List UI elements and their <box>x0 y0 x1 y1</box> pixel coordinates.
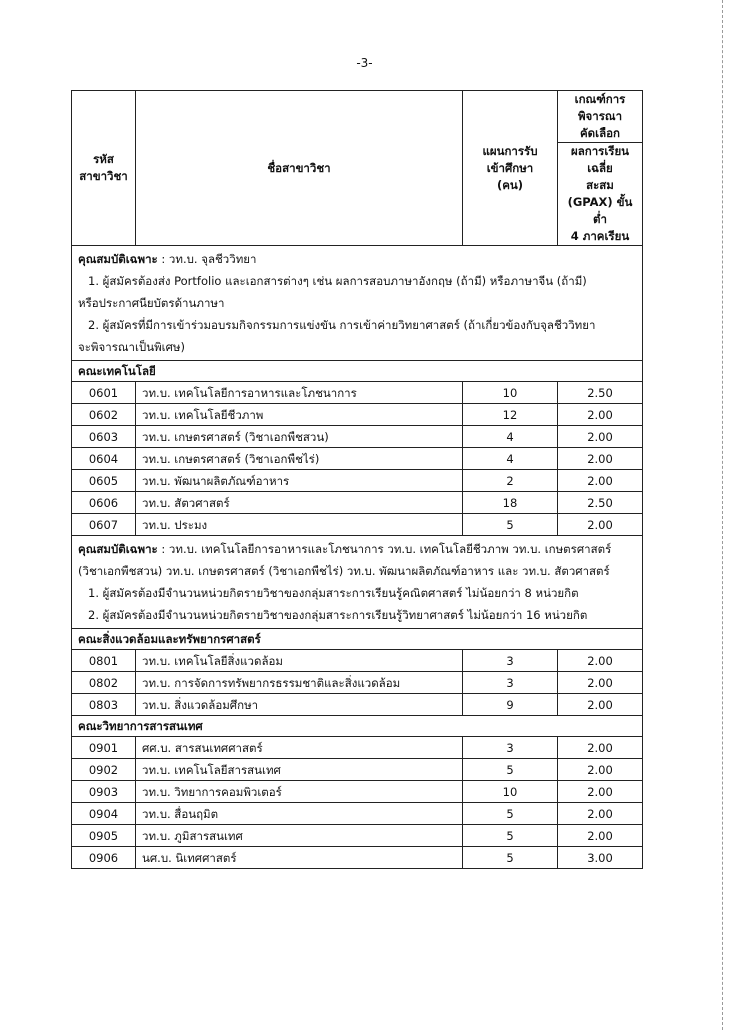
note-item-cont: จะพิจารณาเป็นพิเศษ) <box>78 340 185 354</box>
cell-code: 0802 <box>72 672 136 694</box>
note-item: 2. ผู้สมัครต้องมีจำนวนหน่วยกิตรายวิชาของกลุ่มสาระการเรียนรู้วิทยาศาสตร์ ไม่น้อยกว่า 16 หน่วยกิต <box>88 608 588 622</box>
table-row <box>72 694 643 716</box>
note-target: : วท.บ. เทคโนโลยีการอาหารและโภชนาการ วท.บ. เทคโนโลยีชีวภาพ วท.บ. เกษตรศาสตร์ <box>157 542 612 556</box>
table-row <box>72 492 643 514</box>
table-row <box>72 759 643 781</box>
admission-table <box>71 90 643 869</box>
note-item-cont: หรือประกาศนียบัตรด้านภาษา <box>78 296 225 310</box>
note-technology <box>72 536 643 629</box>
note-item: 1. ผู้สมัครต้องมีจำนวนหน่วยกิตรายวิชาของกลุ่มสาระการเรียนรู้คณิตศาสตร์ ไม่น้อยกว่า 8 หน่วยกิต <box>88 586 579 600</box>
cell-name: ศศ.บ. สารสนเทศศาสตร์ <box>136 737 463 759</box>
cell-code: 0801 <box>72 650 136 672</box>
cell-gpax: 2.00 <box>558 672 643 694</box>
cell-name: วท.บ. เกษตรศาสตร์ (วิชาเอกพืชสวน) <box>136 426 463 448</box>
note-title: คุณสมบัติเฉพาะ <box>78 252 158 266</box>
cell-plan: 5 <box>463 759 558 781</box>
note-title: คุณสมบัติเฉพาะ <box>78 542 158 556</box>
note-item: 2. ผู้สมัครที่มีการเข้าร่วมอบรมกิจกรรมการแข่งขัน การเข้าค่ายวิทยาศาสตร์ (ถ้าเกี่ยวข้องกับจุลชีววิทยา <box>88 318 596 332</box>
cell-name: วท.บ. พัฒนาผลิตภัณฑ์อาหาร <box>136 470 463 492</box>
cell-gpax: 2.00 <box>558 737 643 759</box>
note-item: 1. ผู้สมัครต้องส่ง Portfolio และเอกสารต่างๆ เช่น ผลการสอบภาษาอังกฤษ (ถ้ามี) หรือภาษาจีน (ถ้ามี) <box>88 274 587 288</box>
cell-code: 0606 <box>72 492 136 514</box>
page-number: -3- <box>356 56 373 70</box>
scan-edge-line <box>722 0 723 1030</box>
table-row <box>72 672 643 694</box>
cell-plan: 10 <box>463 781 558 803</box>
cell-code: 0902 <box>72 759 136 781</box>
cell-name: วท.บ. สัตวศาสตร์ <box>136 492 463 514</box>
section-title: คณะวิทยาการสารสนเทศ <box>72 716 643 737</box>
cell-name: วท.บ. วิทยาการคอมพิวเตอร์ <box>136 781 463 803</box>
cell-plan: 4 <box>463 448 558 470</box>
cell-gpax: 2.00 <box>558 803 643 825</box>
cell-plan: 4 <box>463 426 558 448</box>
cell-plan: 10 <box>463 382 558 404</box>
table-row <box>72 781 643 803</box>
table-row <box>72 448 643 470</box>
cell-code: 0903 <box>72 781 136 803</box>
cell-plan: 12 <box>463 404 558 426</box>
cell-plan: 5 <box>463 514 558 536</box>
cell-plan: 5 <box>463 803 558 825</box>
header-name: ชื่อสาขาวิชา <box>136 91 463 246</box>
cell-name: นศ.บ. นิเทศศาสตร์ <box>136 847 463 869</box>
cell-plan: 2 <box>463 470 558 492</box>
cell-name: วท.บ. เทคโนโลยีสารสนเทศ <box>136 759 463 781</box>
cell-plan: 18 <box>463 492 558 514</box>
cell-name: วท.บ. สิ่งแวดล้อมศึกษา <box>136 694 463 716</box>
cell-code: 0607 <box>72 514 136 536</box>
cell-name: วท.บ. การจัดการทรัพยากรธรรมชาติและสิ่งแวดล้อม <box>136 672 463 694</box>
table-row <box>72 847 643 869</box>
cell-plan: 9 <box>463 694 558 716</box>
header-gpax: ผลการเรียนเฉลี่ย สะสม (GPAX) ขั้นต่ำ 4 ภาคเรียน <box>558 143 643 246</box>
header-plan: แผนการรับ เข้าศึกษา (คน) <box>463 91 558 246</box>
cell-plan: 3 <box>463 672 558 694</box>
cell-name: วท.บ. เทคโนโลยีชีวภาพ <box>136 404 463 426</box>
cell-plan: 5 <box>463 847 558 869</box>
table-row <box>72 825 643 847</box>
note-target: : วท.บ. จุลชีววิทยา <box>157 252 257 266</box>
cell-name: วท.บ. เทคโนโลยีสิ่งแวดล้อม <box>136 650 463 672</box>
cell-gpax: 2.00 <box>558 781 643 803</box>
table-row <box>72 650 643 672</box>
cell-plan: 3 <box>463 737 558 759</box>
cell-name: วท.บ. ประมง <box>136 514 463 536</box>
cell-gpax: 2.00 <box>558 448 643 470</box>
cell-code: 0905 <box>72 825 136 847</box>
cell-gpax: 2.00 <box>558 470 643 492</box>
cell-name: วท.บ. สื่อนฤมิต <box>136 803 463 825</box>
cell-name: วท.บ. ภูมิสารสนเทศ <box>136 825 463 847</box>
cell-gpax: 2.00 <box>558 694 643 716</box>
cell-gpax: 2.00 <box>558 759 643 781</box>
cell-code: 0904 <box>72 803 136 825</box>
cell-gpax: 2.50 <box>558 382 643 404</box>
cell-gpax: 2.00 <box>558 514 643 536</box>
cell-code: 0603 <box>72 426 136 448</box>
section-title: คณะเทคโนโลยี <box>72 361 643 382</box>
cell-code: 0803 <box>72 694 136 716</box>
cell-gpax: 2.00 <box>558 404 643 426</box>
table-row <box>72 514 643 536</box>
header-code: รหัส สาขาวิชา <box>72 91 136 246</box>
table-row <box>72 426 643 448</box>
cell-plan: 3 <box>463 650 558 672</box>
cell-name: วท.บ. เกษตรศาสตร์ (วิชาเอกพืชไร่) <box>136 448 463 470</box>
cell-gpax: 2.00 <box>558 426 643 448</box>
cell-code: 0605 <box>72 470 136 492</box>
cell-gpax: 2.00 <box>558 825 643 847</box>
header-criteria: เกณฑ์การพิจารณา คัดเลือก <box>558 91 643 143</box>
cell-code: 0906 <box>72 847 136 869</box>
cell-gpax: 2.50 <box>558 492 643 514</box>
note-microbiology <box>72 246 643 361</box>
cell-name: วท.บ. เทคโนโลยีการอาหารและโภชนาการ <box>136 382 463 404</box>
table-row <box>72 803 643 825</box>
cell-gpax: 2.00 <box>558 650 643 672</box>
cell-gpax: 3.00 <box>558 847 643 869</box>
cell-plan: 5 <box>463 825 558 847</box>
table-row <box>72 404 643 426</box>
note-target-cont: (วิชาเอกพืชสวน) วท.บ. เกษตรศาสตร์ (วิชาเอกพืชไร่) วท.บ. พัฒนาผลิตภัณฑ์อาหาร และ วท.บ. สัตวศาสตร์ <box>78 564 610 578</box>
table-row <box>72 382 643 404</box>
cell-code: 0604 <box>72 448 136 470</box>
cell-code: 0601 <box>72 382 136 404</box>
table-row <box>72 470 643 492</box>
table-row <box>72 737 643 759</box>
cell-code: 0901 <box>72 737 136 759</box>
cell-code: 0602 <box>72 404 136 426</box>
section-title: คณะสิ่งแวดล้อมและทรัพยากรศาสตร์ <box>72 629 643 650</box>
